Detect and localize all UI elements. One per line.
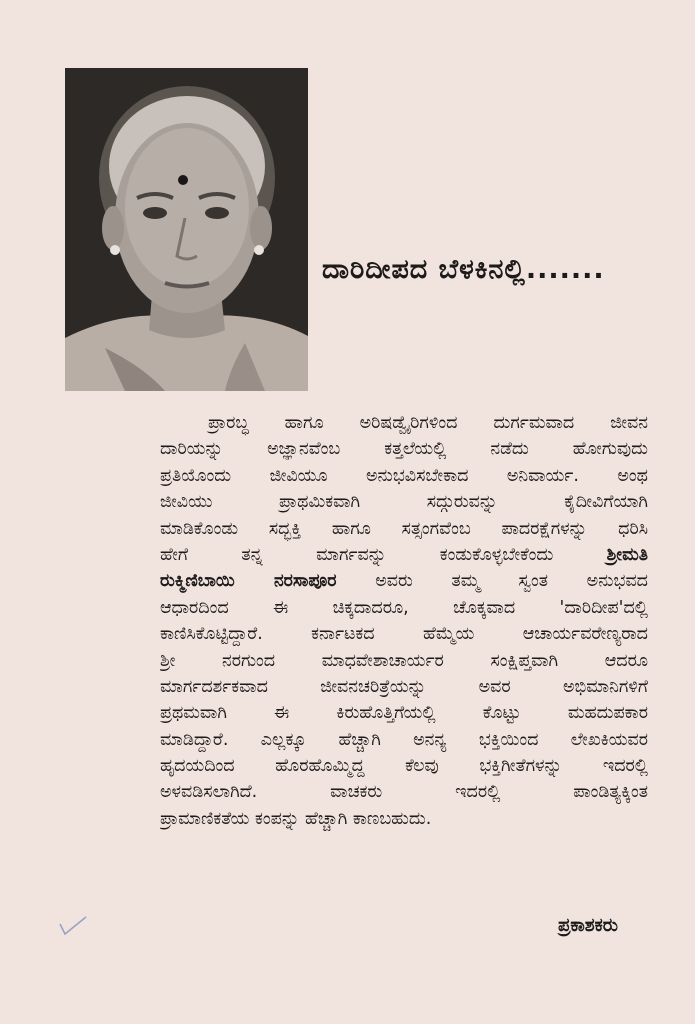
author-name-part1: ಶ್ರೀಮತಿ xyxy=(606,544,648,565)
publisher-signature: ಪ್ರಕಾಶಕರು xyxy=(558,915,618,936)
paragraph-line: ದಾರಿಯನ್ನು ಅಜ್ಞಾನವೆಂಬ ಕತ್ತಲೆಯಲ್ಲಿ ನಡೆದು ಹೋಗುವುದು xyxy=(160,439,648,460)
paragraph-line: ಆಧಾರದಿಂದ ಈ ಚಿಕ್ಕದಾದರೂ, ಚೊಕ್ಕವಾದ 'ದಾರಿದೀಪ'ದಲ್ಲಿ xyxy=(160,597,648,618)
paragraph-line: ಶ್ರೀ ನರಗುಂದ ಮಾಧವೇಶಾಚಾರ್ಯರ ಸಂಕ್ಷಿಪ್ತವಾಗಿ ಆದರೂ xyxy=(160,650,648,671)
paragraph-line: ಜೀವಿಯು ಪ್ರಾಥಮಿಕವಾಗಿ ಸದ್ಗುರುವನ್ನು ಕೈದೀವಿಗೆಯಾಗಿ xyxy=(160,492,648,513)
page-heading: ದಾರಿದೀಪದ ಬೆಳಕಿನಲ್ಲಿ....... xyxy=(322,254,605,285)
paragraph-line xyxy=(160,568,648,594)
line-text: ಅವರು ತಮ್ಮ ಸ್ವಂತ ಅನುಭವದ xyxy=(336,571,648,592)
line-text: ಹೇಗೆ ತನ್ನ ಮಾರ್ಗವನ್ನು ಕಂಡುಕೊಳ್ಳಬೇಕೆಂದು xyxy=(160,544,607,565)
paragraph-line: ಪ್ರತಿಯೊಂದು ಜೀವಿಯೂ ಅನುಭವಿಸಬೇಕಾದ ಅನಿವಾರ್ಯ. ಅಂಥ xyxy=(160,465,648,486)
paragraph-line: ಕಾಣಿಸಿಕೊಟ್ಟಿದ್ದಾರೆ. ಕರ್ನಾಟಕದ ಹೆಮ್ಮೆಯ ಆಚಾರ್ಯವರೇಣ್ಯರಾದ xyxy=(160,624,648,645)
author-name-part2: ರುಕ್ಮಿಣಿಬಾಯಿ ನರಸಾಪೂರ xyxy=(160,571,337,592)
paragraph-line xyxy=(160,542,648,568)
paragraph-line: ಹೃದಯದಿಂದ ಹೊರಹೊಮ್ಮಿದ್ದ ಕೆಲವು ಭಕ್ತಿಗೀತೆಗಳನ್ನು ಇದರಲ್ಲಿ xyxy=(160,756,648,777)
paragraph-line: ಪ್ರಥಮವಾಗಿ ಈ ಕಿರುಹೊತ್ತಿಗೆಯಲ್ಲಿ ಕೊಟ್ಟು ಮಹದುಪಕಾರ xyxy=(160,703,648,724)
paragraph-line: ಮಾಡಿದ್ದಾರೆ. ಎಲ್ಲಕ್ಕೂ ಹೆಚ್ಚಾಗಿ ಅನನ್ಯ ಭಕ್ತಿಯಿಂದ ಲೇಖಕಿಯವರ xyxy=(160,729,648,750)
paragraph-line: ಪ್ರಾರಬ್ಧ ಹಾಗೂ ಅರಿಷಡ್ವೈರಿಗಳಿಂದ ದುರ್ಗಮವಾದ ಜೀವನ xyxy=(208,413,648,433)
author-portrait-photo xyxy=(65,68,308,391)
paragraph-line: ಪ್ರಾಮಾಣಿಕತೆಯ ಕಂಪನ್ನು ಹೆಚ್ಚಾಗಿ ಕಾಣಬಹುದು. xyxy=(160,808,432,829)
portrait-image xyxy=(65,68,308,391)
paragraph-line: ಅಳವಡಿಸಲಾಗಿದೆ. ವಾಚಕರು ಇದರಲ್ಲಿ ಪಾಂಡಿತ್ಯಕ್ಕಿಂತ xyxy=(160,782,648,803)
pencil-tick-mark xyxy=(58,914,88,936)
preface-paragraph xyxy=(160,410,648,832)
paragraph-line: ಮಾರ್ಗದರ್ಶಕವಾದ ಜೀವನಚರಿತ್ರೆಯನ್ನು ಅವರ ಅಭಿಮಾನಿಗಳಿಗೆ xyxy=(160,676,648,697)
paragraph-line: ಮಾಡಿಕೊಂಡು ಸದ್ಭಕ್ತಿ ಹಾಗೂ ಸತ್ಸಂಗವೆಂಬ ಪಾದರಕ್ಷೆಗಳನ್ನು ಧರಿಸಿ xyxy=(160,518,648,539)
